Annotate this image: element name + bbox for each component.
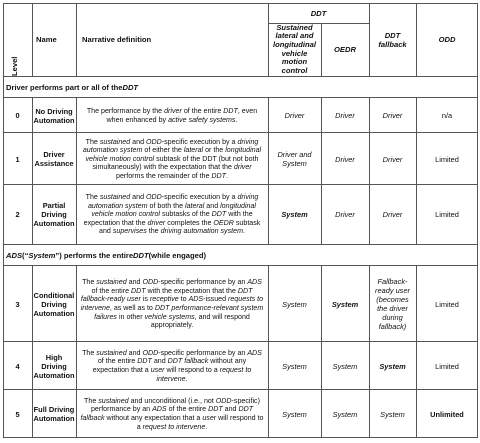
odd-value: Limited bbox=[435, 154, 459, 164]
narrative-segment: . bbox=[205, 422, 208, 431]
narrative-segment: The bbox=[85, 137, 100, 146]
sustained-control-value: System bbox=[281, 210, 308, 219]
level-name: Conditional Driving Automation bbox=[33, 290, 75, 318]
narrative-text bbox=[79, 349, 265, 383]
narrative-segment: user bbox=[150, 366, 165, 374]
section-text: Driver performs part or all of the bbox=[6, 82, 123, 92]
narrative-segment: ADS bbox=[188, 295, 204, 304]
narrative-segment: and bbox=[130, 193, 146, 202]
narrative-segment: is bbox=[140, 295, 150, 304]
sustained-control-value: Driver bbox=[284, 111, 305, 120]
section-text: (while engaged) bbox=[148, 250, 207, 260]
narrative-definition bbox=[76, 342, 268, 390]
narrative-segment: sustained bbox=[96, 348, 127, 357]
narrative-segment: vehicle systems bbox=[144, 312, 195, 321]
narrative-segment: , and will respond appropriately. bbox=[150, 312, 250, 330]
narrative-segment: sustained bbox=[99, 137, 131, 146]
section-text: ”) performs the entire bbox=[55, 250, 134, 260]
narrative-segment: OEDR bbox=[213, 218, 234, 227]
grid-line bbox=[76, 3, 77, 76]
narrative-segment: the bbox=[146, 227, 161, 236]
narrative-segment: The bbox=[84, 396, 99, 405]
oedr-value: Driver bbox=[335, 154, 355, 164]
narrative-segment: DDT bbox=[211, 210, 227, 219]
narrative-segment: DDT bbox=[130, 286, 146, 295]
grid-line bbox=[32, 3, 33, 76]
narrative-segment: supervises bbox=[112, 227, 147, 236]
narrative-segment: request to intervene bbox=[142, 422, 206, 431]
odd-value: Unlimited bbox=[430, 409, 464, 419]
narrative-segment: sustained bbox=[98, 396, 129, 405]
header-level: Level bbox=[10, 56, 19, 76]
level-name: Full Driving Automation bbox=[33, 405, 75, 423]
narrative-segment: to bbox=[178, 295, 189, 304]
narrative-segment: DDT fallback-ready user bbox=[80, 286, 253, 304]
narrative-segment: ADS bbox=[152, 405, 167, 414]
narrative-segment: or the bbox=[203, 146, 226, 155]
sustained-control-value: System bbox=[282, 409, 307, 419]
narrative-segment: request to intervene bbox=[156, 366, 252, 383]
narrative-segment: and bbox=[151, 357, 168, 366]
narrative-segment: without any expectation that a bbox=[104, 414, 203, 422]
odd-value: n/a bbox=[441, 111, 453, 120]
header-sustained: Sustained lateral and longitudinal vehicle motion control bbox=[272, 23, 317, 75]
level-number: 2 bbox=[15, 210, 20, 219]
narrative-segment: in other bbox=[116, 312, 145, 321]
narrative-segment: ODD bbox=[142, 348, 159, 357]
narrative-segment: -specific) performance by an bbox=[90, 396, 260, 414]
narrative-segment: -specific execution by a bbox=[161, 137, 238, 146]
narrative-segment: driver bbox=[147, 218, 166, 227]
narrative-segment: of the entire bbox=[181, 106, 224, 115]
narrative-segment: subtasks of the bbox=[159, 210, 212, 219]
header-oedr: OEDR bbox=[334, 45, 356, 54]
level-name: No Driving Automation bbox=[33, 106, 75, 125]
narrative-segment: of both the bbox=[147, 201, 185, 210]
narrative-segment: -specific performance by an bbox=[158, 278, 248, 287]
narrative-segment: ODD bbox=[145, 193, 162, 202]
narrative-segment: DDT bbox=[137, 357, 152, 366]
narrative-segment: . bbox=[226, 171, 228, 180]
narrative-text bbox=[79, 193, 265, 236]
narrative-segment: -issued bbox=[203, 295, 228, 304]
header-odd: ODD bbox=[438, 35, 456, 44]
ddt-fallback-value: Driver bbox=[382, 154, 403, 164]
narrative-segment: , as well as to bbox=[109, 304, 155, 312]
odd-value: Limited bbox=[435, 361, 459, 371]
narrative-segment: and bbox=[204, 201, 221, 210]
ddt-fallback-value: System bbox=[379, 361, 406, 371]
header-fallback: DDT fallback bbox=[378, 30, 407, 49]
ddt-fallback-value: System bbox=[380, 409, 405, 419]
narrative-definition bbox=[76, 185, 268, 244]
narrative-segment: of the entire bbox=[166, 405, 209, 414]
narrative-segment: receptive bbox=[149, 295, 179, 304]
narrative-segment: without any expectation that a bbox=[92, 357, 247, 374]
narrative-segment: ADS bbox=[247, 348, 262, 357]
level-number: 3 bbox=[15, 299, 20, 309]
oedr-value: System bbox=[332, 409, 358, 419]
section-ddt: DDT bbox=[133, 250, 149, 260]
narrative-segment: and bbox=[126, 278, 143, 287]
header-ddt: DDT bbox=[310, 8, 327, 18]
narrative-segment: . bbox=[242, 227, 245, 236]
narrative-segment: subtask of the DDT (but not both simultaneously) with the expectation that the bbox=[92, 154, 259, 172]
level-number: 0 bbox=[15, 111, 20, 120]
narrative-segment: driver bbox=[164, 106, 182, 115]
oedr-value: Driver bbox=[335, 210, 355, 219]
narrative-segment: lateral bbox=[183, 146, 204, 155]
narrative-segment: The performance by the bbox=[86, 106, 165, 115]
narrative-segment: sustained bbox=[96, 278, 127, 287]
narrative-text bbox=[79, 397, 265, 431]
sustained-control-value: System bbox=[282, 299, 307, 309]
level-name: Driver Assistance bbox=[34, 150, 74, 168]
narrative-segment: and bbox=[130, 137, 146, 146]
narrative-segment: DDT performance-relevant system failures bbox=[94, 304, 264, 321]
narrative-segment: and bbox=[222, 405, 239, 414]
narrative-segment: with the expectation that the bbox=[83, 210, 253, 227]
header-narrative: Narrative definition bbox=[82, 35, 152, 44]
sustained-control-value: Driver and System bbox=[277, 150, 312, 168]
narrative-segment: DDT fallback bbox=[167, 357, 209, 366]
level-number: 1 bbox=[15, 154, 20, 164]
narrative-segment: -specific execution by a bbox=[161, 193, 238, 202]
narrative-text bbox=[79, 138, 265, 181]
oedr-value: System bbox=[331, 299, 359, 309]
narrative-segment: ODD bbox=[142, 278, 159, 287]
narrative-segment: , even when enhanced by bbox=[106, 106, 258, 124]
narrative-definition bbox=[76, 266, 268, 342]
section-ads-performs bbox=[3, 245, 478, 265]
odd-value: Limited bbox=[435, 299, 459, 309]
narrative-segment: ODD bbox=[215, 396, 232, 405]
narrative-segment: lateral bbox=[185, 201, 205, 210]
narrative-segment: driving automation system bbox=[160, 227, 243, 236]
ddt-fallback-value: Fallback-ready user (becomes the driver during fallback) bbox=[375, 277, 410, 331]
narrative-definition bbox=[76, 133, 268, 185]
narrative-segment: DDT fallback bbox=[80, 405, 254, 422]
narrative-segment: . bbox=[235, 115, 238, 124]
narrative-segment: The bbox=[82, 278, 97, 287]
narrative-segment: of the entire bbox=[97, 357, 138, 366]
narrative-segment: The bbox=[85, 193, 100, 202]
level-number: 4 bbox=[15, 361, 20, 371]
section-system: System bbox=[28, 250, 56, 260]
level-number: 5 bbox=[15, 409, 20, 419]
narrative-segment: driving automation system bbox=[87, 193, 259, 210]
narrative-segment: will respond to a bbox=[164, 366, 220, 374]
header-name: Name bbox=[36, 35, 57, 44]
narrative-text bbox=[79, 278, 265, 330]
sustained-control-value: System bbox=[282, 361, 307, 371]
narrative-segment: -specific performance by an bbox=[158, 348, 248, 357]
ddt-fallback-value: Driver bbox=[382, 111, 403, 120]
narrative-segment: . bbox=[185, 374, 188, 383]
odd-value: Limited bbox=[435, 210, 459, 219]
narrative-segment: DDT bbox=[211, 171, 227, 180]
narrative-segment: completes the bbox=[165, 218, 214, 227]
narrative-segment: and bbox=[126, 348, 143, 357]
narrative-segment: driving automation system bbox=[82, 137, 259, 155]
narrative-segment: ADS bbox=[247, 278, 262, 287]
narrative-segment: subtask and bbox=[99, 218, 261, 236]
narrative-segment: longitudinal vehicle motion control bbox=[85, 146, 262, 163]
oedr-value: System bbox=[332, 361, 358, 371]
narrative-segment: performs the remainder of the bbox=[116, 171, 212, 180]
narrative-segment: of the entire bbox=[91, 286, 131, 295]
narrative-segment: with the expectation that the bbox=[145, 286, 238, 295]
narrative-definition bbox=[76, 98, 268, 133]
ddt-fallback-value: Driver bbox=[382, 210, 403, 219]
section-ddt: DDT bbox=[122, 82, 139, 92]
narrative-segment: The bbox=[82, 348, 97, 357]
section-driver-performs bbox=[3, 77, 478, 97]
level-name: High Driving Automation bbox=[33, 352, 75, 380]
narrative-segment: driver bbox=[233, 163, 252, 172]
oedr-value: Driver bbox=[335, 111, 355, 120]
narrative-segment: requests to intervene bbox=[80, 295, 264, 312]
narrative-definition bbox=[76, 390, 268, 438]
level-name: Partial Driving Automation bbox=[33, 201, 75, 228]
narrative-segment: and unconditional (i.e., not bbox=[128, 396, 216, 405]
narrative-segment: ODD bbox=[145, 137, 162, 146]
narrative-segment: of either the bbox=[142, 146, 184, 155]
narrative-text bbox=[79, 107, 265, 124]
narrative-segment: active safety systems bbox=[168, 115, 236, 124]
narrative-segment: longitudinal vehicle motion control bbox=[91, 201, 257, 219]
narrative-segment: DDT bbox=[223, 106, 238, 115]
narrative-segment: sustained bbox=[99, 193, 131, 202]
narrative-segment: will respond to a bbox=[136, 414, 264, 431]
section-text: (“ bbox=[22, 250, 29, 260]
section-ads: ADS bbox=[6, 250, 23, 260]
narrative-segment: user bbox=[202, 414, 217, 422]
narrative-segment: DDT bbox=[208, 405, 223, 414]
